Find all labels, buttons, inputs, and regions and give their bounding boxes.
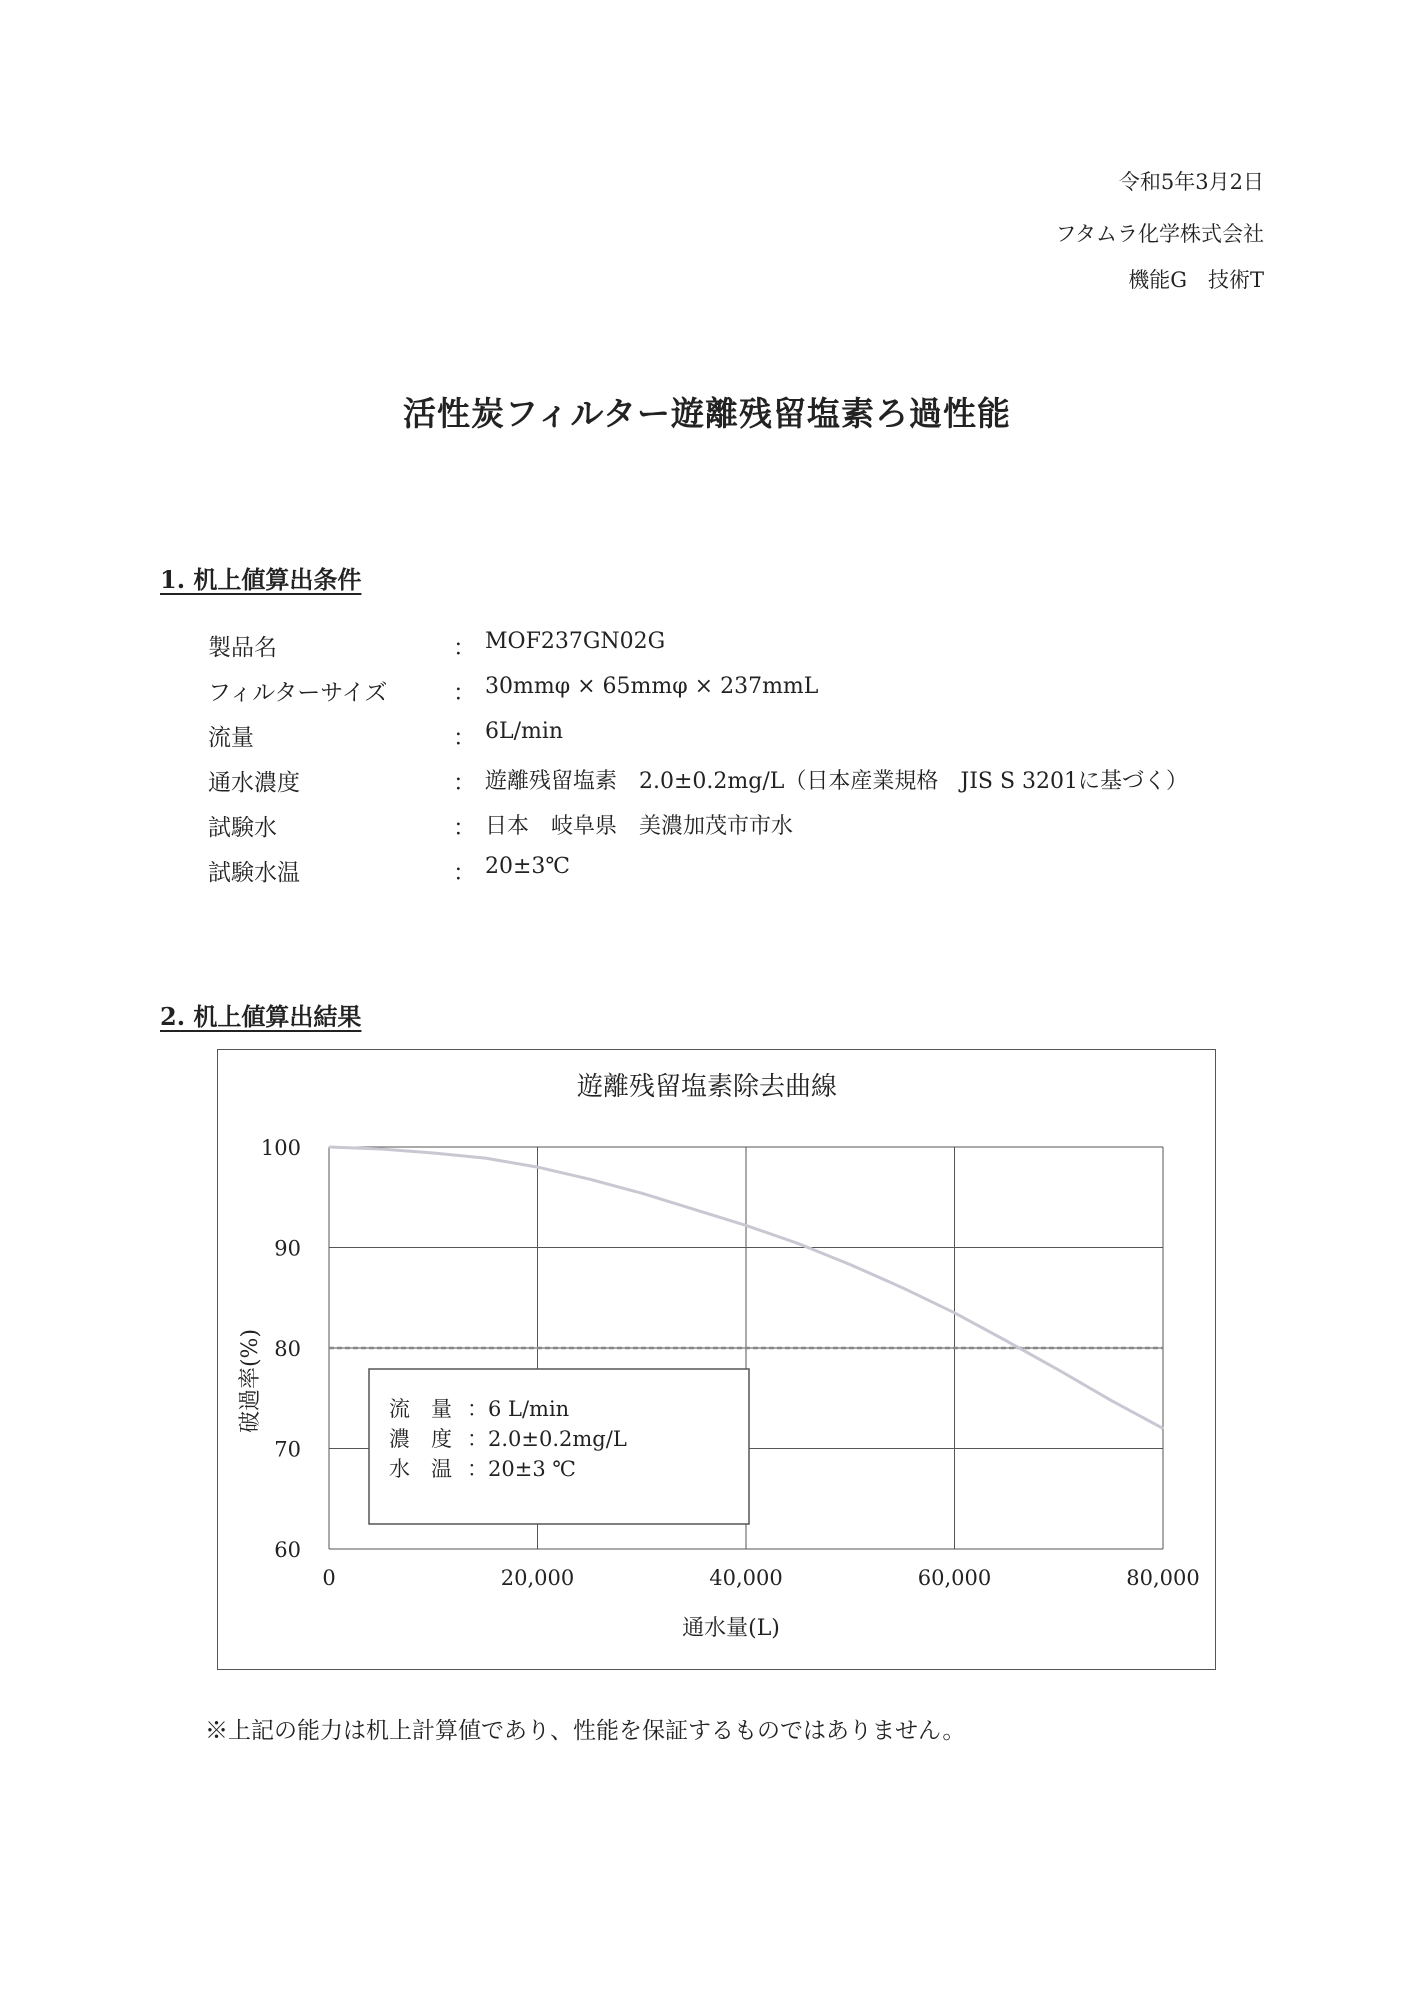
spec-colon: ： [453, 815, 476, 841]
data-point [1110, 1400, 1111, 1401]
info-label-temperature: 水 温 [389, 1457, 452, 1481]
spec-colon: ： [453, 770, 476, 796]
y-tick-label: 100 [260, 1136, 301, 1160]
x-tick-label: 0 [322, 1566, 336, 1590]
section1-heading: 1. 机上値算出条件 [160, 565, 362, 594]
spec-colon: ： [453, 860, 476, 886]
info-value-concentration: ：2.0±0.2mg/L [467, 1427, 627, 1451]
info-label-flow: 流 量 [389, 1397, 452, 1421]
info-value-flow: ：6 L/min [467, 1397, 570, 1421]
spec-value-water-temp: 20±3℃ [485, 854, 571, 879]
chart-info-box [369, 1369, 749, 1524]
x-tick-label: 80,000 [1126, 1566, 1200, 1590]
spec-label-concentration: 通水濃度 [208, 770, 300, 796]
data-point [589, 1179, 590, 1180]
data-point [850, 1264, 851, 1265]
x-tick-label: 40,000 [709, 1566, 783, 1590]
y-tick-label: 90 [274, 1236, 301, 1261]
spec-colon: ： [453, 680, 476, 706]
x-tick-label: 60,000 [917, 1566, 992, 1590]
removal-curve-chart [217, 1049, 1216, 1670]
spec-value-flow: 6L/min [485, 719, 564, 744]
data-point [798, 1243, 799, 1244]
data-point [746, 1225, 747, 1226]
data-point [1058, 1370, 1059, 1371]
section2-heading: 2. 机上値算出結果 [160, 1002, 362, 1031]
info-value-temperature: ：20±3 ℃ [467, 1457, 576, 1481]
spec-value-product: MOF237GN02G [485, 629, 666, 654]
data-point [329, 1147, 330, 1148]
data-point [954, 1312, 955, 1313]
document-date: 令和5年3月2日 [1118, 170, 1264, 194]
spec-label-product: 製品名 [208, 635, 277, 661]
y-axis-label: 破過率(%) [238, 1328, 263, 1434]
data-point [381, 1149, 382, 1150]
spec-colon: ： [453, 725, 476, 751]
spec-colon: ： [453, 635, 476, 661]
y-tick-label: 60 [274, 1538, 301, 1562]
data-point [537, 1167, 538, 1168]
spec-value-concentration: 遊離残留塩素 2.0±0.2mg/L（日本産業規格 JIS S 3201に基づく） [485, 769, 1189, 794]
y-tick-label: 70 [274, 1437, 301, 1462]
department-name: 機能G 技術T [1128, 268, 1264, 292]
data-point [641, 1193, 642, 1194]
document-title: 活性炭フィルター遊離残留塩素ろ過性能 [402, 394, 1012, 433]
info-label-concentration: 濃 度 [389, 1427, 452, 1451]
x-tick-label: 20,000 [500, 1566, 575, 1590]
company-name: フタムラ化学株式会社 [1055, 222, 1264, 246]
spec-label-flow: 流量 [208, 725, 254, 751]
spec-value-test-water: 日本 岐阜県 美濃加茂市市水 [485, 814, 794, 839]
data-point [433, 1153, 434, 1154]
spec-value-size: 30mmφ × 65mmφ × 237mmL [485, 674, 819, 699]
y-tick-label: 80 [274, 1337, 301, 1361]
data-point [1006, 1340, 1007, 1341]
data-point [485, 1158, 486, 1159]
x-axis-label: 通水量(L) [682, 1616, 780, 1641]
data-point [693, 1209, 694, 1210]
spec-label-test-water: 試験水 [208, 815, 277, 841]
data-point [1163, 1428, 1164, 1429]
spec-label-size: フィルターサイズ [208, 680, 388, 706]
chart-title: 遊離残留塩素除去曲線 [576, 1072, 838, 1102]
spec-label-water-temp: 試験水温 [208, 860, 300, 886]
disclaimer-note: ※上記の能力は机上計算値であり、性能を保証するものではありません。 [205, 1718, 966, 1744]
data-point [902, 1287, 903, 1288]
